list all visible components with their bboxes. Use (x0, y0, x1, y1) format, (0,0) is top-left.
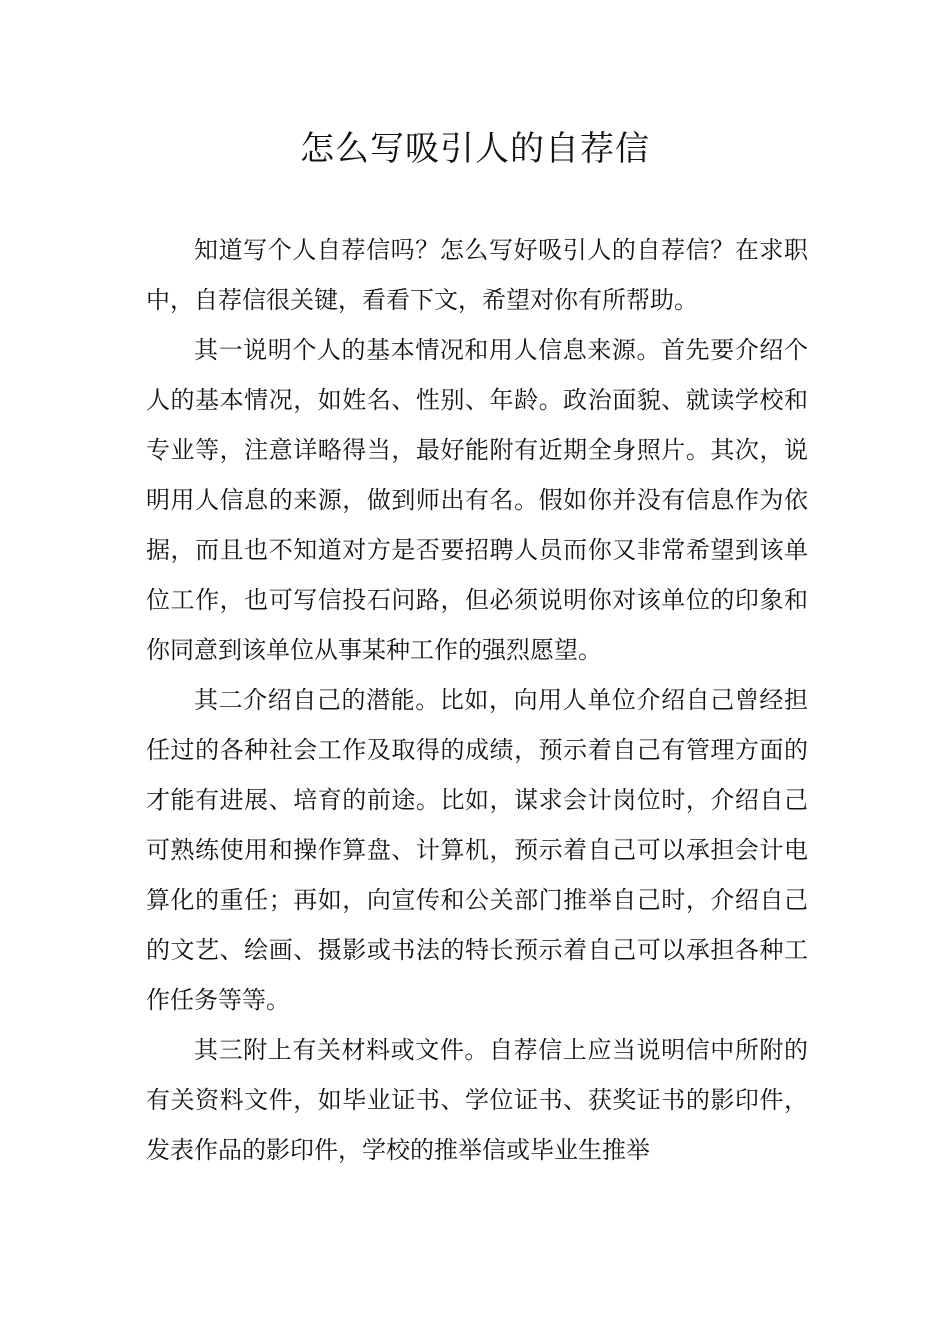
paragraph-point-one: 其一说明个人的基本情况和用人信息来源。首先要介绍个人的基本情况，如姓名、性别、年龄。政治面貌、就读学校和专业等，注意详略得当，最好能附有近期全身照片。其次，说明用人信息的来源，做到师出有名。假如你并没有信息作为依据，而且也不知道对方是否要招聘人员而你又非常希望到该单位工作，也可写信投石问路，但必须说明你对该单位的印象和你同意到该单位从事某种工作的强烈愿望。 (146, 336, 808, 664)
paragraph-point-two: 其二介绍自己的潜能。比如，向用人单位介绍自己曾经担任过的各种社会工作及取得的成绩，预示着自己有管理方面的才能有进展、培育的前途。比如，谋求会计岗位时，介绍自己可熟练使用和操作算盘、计算机，预示着自己可以承担会计电算化的重任；再如，向宣传和公关部门推举自己时，介绍自己的文艺、绘画、摄影或书法的特长预示着自己可以承担各种工作任务等等。 (146, 686, 808, 1014)
paragraph-point-three: 其三附上有关材料或文件。自荐信上应当说明信中所附的有关资料文件，如毕业证书、学位证书、获奖证书的影印件，发表作品的影印件，学校的推举信或毕业生推举 (146, 1036, 808, 1164)
paragraph-intro: 知道写个人自荐信吗？怎么写好吸引人的自荐信？在求职中，自荐信很关键，看看下文，希望对你有所帮助。 (146, 236, 808, 314)
document-body (146, 225, 808, 1175)
document-title: 怎么写吸引人的自荐信 (300, 129, 650, 169)
